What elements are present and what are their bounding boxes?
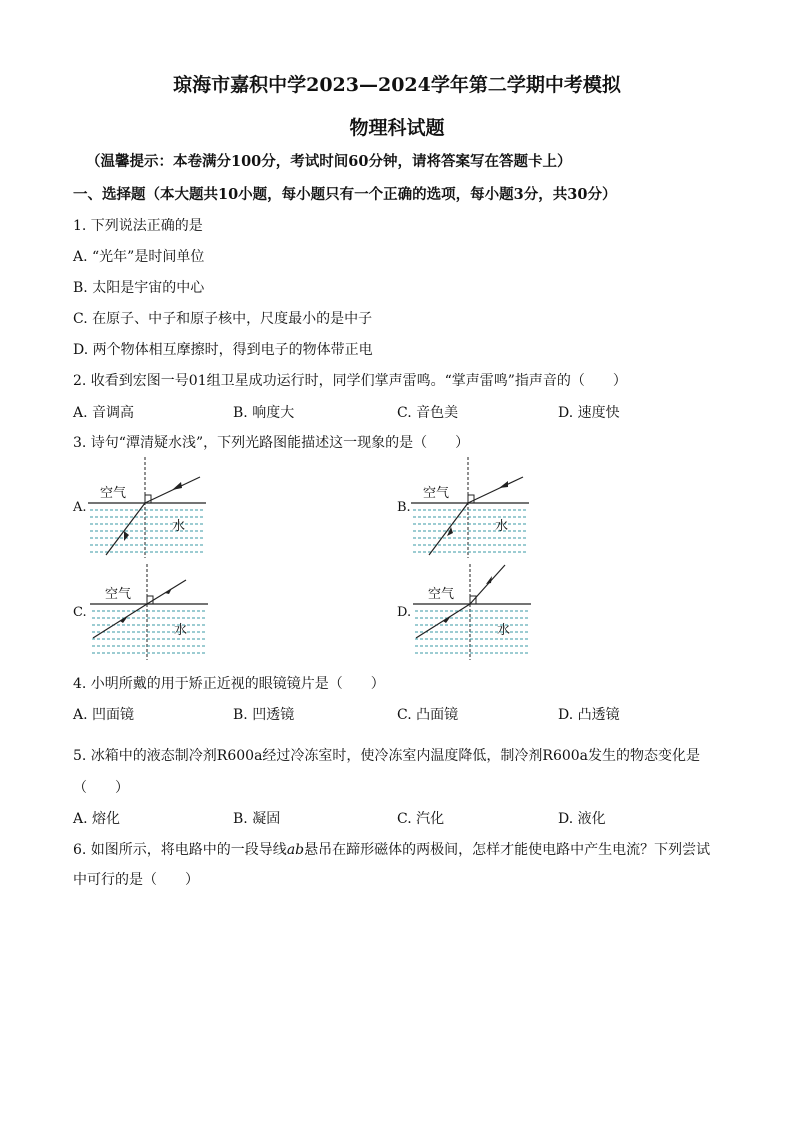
q6-stem [73, 839, 710, 859]
q3-c-air-label: 空气 [105, 587, 132, 602]
q3-a-water-label: 水 [172, 519, 186, 534]
q6-stem-var: ab [286, 842, 305, 858]
q6-stem-post: 悬吊在蹄形磁体的两极间，怎样才能使电路中产生电流？下列尝试 [304, 842, 711, 858]
q5-option-d: D. 液化 [558, 811, 606, 827]
q3-label-b: B. [397, 500, 411, 515]
q4-option-a: A. 凹面镜 [73, 707, 135, 723]
q2-option-c: C. 音色美 [397, 405, 459, 421]
q2-option-d: D. 速度快 [558, 405, 620, 421]
q5-stem: 5. 冰箱中的液态制冷剂R600a经过冷冻室时，使冷冻室内温度降低，制冷剂R600a发生的物态变化是 [73, 748, 701, 764]
q5-option-b: B. 凝固 [233, 811, 281, 827]
q3-diagram-a [88, 455, 208, 560]
q2-stem: 2. 收看到宏图一号01组卫星成功运行时，同学们掌声雷鸣。“掌声雷鸣”指声音的（ ） [73, 373, 627, 389]
q3-diagram-c [90, 562, 210, 662]
q3-label-d: D. [397, 605, 412, 620]
q3-label-c: C. [73, 605, 87, 620]
exam-tip: （温馨提示：本卷满分100分，考试时间60分钟，请将答案写在答题卡上） [86, 153, 572, 170]
q4-option-b: B. 凹透镜 [233, 707, 295, 723]
q4-option-c: C. 凸面镜 [397, 707, 459, 723]
q1-option-c: C. 在原子、中子和原子核中，尺度最小的是中子 [73, 311, 373, 327]
q3-d-water-label: 水 [497, 623, 511, 638]
q1-option-a: A. “光年”是时间单位 [73, 249, 205, 265]
q6-stem-line2: 中可行的是（ ） [73, 872, 199, 888]
exam-subtitle: 物理科试题 [349, 117, 445, 139]
q3-d-air-label: 空气 [428, 587, 455, 602]
q5-option-c: C. 汽化 [397, 811, 445, 827]
q3-diagram-d [413, 562, 533, 662]
q3-b-air-label: 空气 [423, 486, 450, 501]
q3-stem: 3. 诗句“潭清疑水浅”，下列光路图能描述这一现象的是（ ） [73, 435, 470, 451]
q5-option-a: A. 熔化 [73, 811, 121, 827]
q3-c-water-label: 水 [174, 623, 188, 638]
section-heading: 一、选择题（本大题共10小题，每小题只有一个正确的选项，每小题3分，共30分） [73, 186, 617, 203]
q6-stem-pre: 6. 如图所示，将电路中的一段导线 [73, 842, 287, 858]
q3-a-air-label: 空气 [100, 486, 127, 501]
q3-diagram-b [411, 455, 531, 560]
q1-stem: 1. 下列说法正确的是 [73, 218, 203, 234]
q2-option-b: B. 响度大 [233, 405, 295, 421]
q3-b-water-label: 水 [495, 519, 509, 534]
q1-option-b: B. 太阳是宇宙的中心 [73, 280, 205, 296]
q4-stem: 4. 小明所戴的用于矫正近视的眼镜镜片是（ ） [73, 676, 385, 692]
q2-option-a: A. 音调高 [73, 405, 135, 421]
q5-paren: （ ） [73, 780, 129, 796]
q4-option-d: D. 凸透镜 [558, 707, 620, 723]
q3-label-a: A. [73, 500, 87, 515]
q1-option-d: D. 两个物体相互摩擦时，得到电子的物体带正电 [73, 342, 373, 358]
exam-title: 琼海市嘉积中学2023—2024学年第二学期中考模拟 [173, 74, 621, 96]
